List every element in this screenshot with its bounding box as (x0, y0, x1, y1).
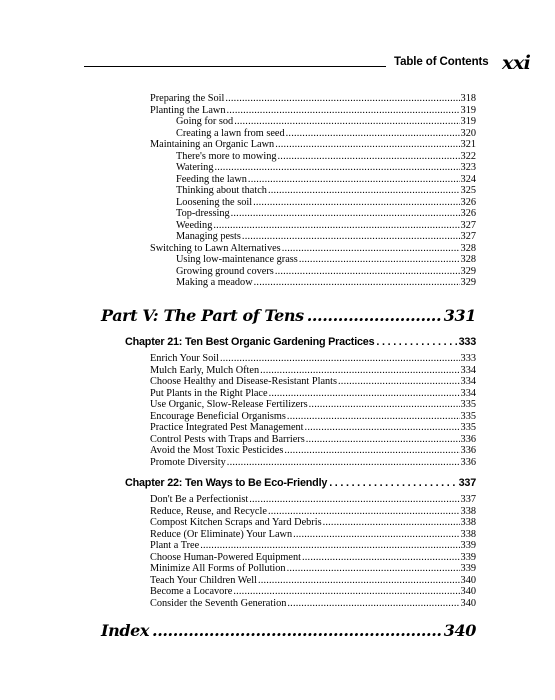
toc-entry-title: Maintaining an Organic Lawn (150, 139, 275, 150)
toc-entry-title: Watering (176, 162, 214, 173)
toc-entry-page: 326 (460, 208, 476, 219)
toc-entry[interactable] (176, 231, 476, 243)
toc-entry-page: 334 (460, 376, 476, 387)
toc-entry-title: Put Plants in the Right Place (150, 387, 268, 399)
toc-entry-title: Reduce, Reuse, and Recycle (150, 505, 267, 517)
dot-leader (248, 174, 460, 186)
toc-entry[interactable] (150, 445, 476, 457)
toc-entry-page: 329 (460, 265, 476, 277)
dot-leader (284, 445, 459, 457)
toc-entry-page: 335 (460, 399, 476, 410)
header-title: Table of Contents (394, 56, 489, 68)
toc-entry[interactable] (176, 266, 476, 278)
toc-entry-page: 329 (460, 277, 476, 288)
index-heading[interactable] (101, 621, 476, 643)
toc-entry[interactable] (150, 575, 476, 587)
toc-entry[interactable] (150, 388, 476, 400)
dot-leader (287, 598, 459, 610)
toc-entry[interactable] (176, 277, 476, 289)
dot-leader (323, 517, 460, 529)
toc-entry-title: Enrich Your Soil (150, 353, 219, 364)
dot-leader (200, 540, 459, 552)
dot-leader (293, 529, 459, 541)
dot-leader (227, 105, 460, 117)
toc-entry-page: 339 (460, 563, 476, 574)
chapter-title: Chapter 21: Ten Best Organic Gardening Practices (125, 336, 375, 348)
chapter-title: Chapter 22: Ten Ways to Be Eco-Friendly (125, 477, 328, 489)
toc-entry-page: 325 (460, 185, 476, 196)
toc-entry[interactable] (150, 139, 476, 151)
dot-leader (253, 197, 459, 209)
toc-entry-title: Avoid the Most Toxic Pesticides (150, 445, 284, 456)
toc-entry[interactable] (150, 552, 476, 564)
toc-entry-title: Choose Healthy and Disease-Resistant Plants (150, 376, 338, 387)
toc-entry-title: Preparing the Soil (150, 93, 225, 104)
toc-entry-page: 318 (460, 93, 476, 104)
toc-entry[interactable] (150, 353, 476, 365)
dot-leader (249, 494, 459, 506)
toc-entry-page: 327 (460, 231, 476, 242)
dot-leader (269, 388, 460, 400)
dot-leader (227, 457, 460, 469)
toc-entry-title: Encourage Beneficial Organisms (150, 410, 286, 422)
dot-leader (258, 575, 460, 587)
toc-entry-title: Control Pests with Traps and Barriers (150, 433, 305, 445)
toc-entry[interactable] (150, 105, 476, 117)
toc-entry[interactable] (150, 365, 476, 377)
dot-leader (286, 128, 460, 140)
dot-leader (213, 220, 459, 232)
toc-entry[interactable] (150, 457, 476, 469)
dot-leader (275, 139, 459, 151)
toc-entry-title: Growing ground covers (176, 265, 274, 277)
dot-leader (268, 185, 460, 197)
toc-entry-title: Using low-maintenance grass (176, 254, 298, 265)
toc-entry-page: 328 (460, 254, 476, 265)
toc-entry-page: 324 (460, 173, 476, 185)
toc-entry-page: 336 (460, 433, 476, 445)
dot-leader (242, 231, 460, 243)
toc-entry[interactable] (176, 185, 476, 197)
toc-entry[interactable] (150, 93, 476, 105)
toc-entry[interactable] (176, 128, 476, 140)
toc-entry-title: Use Organic, Slow-Release Fertilizers (150, 399, 308, 410)
toc-entry[interactable] (150, 494, 476, 506)
dot-leader (225, 93, 459, 105)
toc-entry-page: 335 (460, 410, 476, 422)
toc-entry-page: 328 (460, 242, 476, 254)
dot-leader (214, 162, 459, 174)
index-title: Index (101, 621, 150, 640)
toc-entry-title: Weeding (176, 219, 213, 231)
toc-entry-title: Planting the Lawn (150, 104, 226, 116)
toc-entry-page: 337 (460, 494, 476, 505)
toc-entry[interactable] (150, 399, 476, 411)
toc-entry-page: 326 (460, 196, 476, 208)
toc-entry-title: Practice Integrated Pest Management (150, 422, 304, 433)
toc-entry-title: Creating a lawn from seed (176, 127, 285, 139)
toc-entry[interactable] (176, 208, 476, 220)
toc-entry[interactable] (176, 197, 476, 209)
page-numeral: xxi (502, 52, 531, 74)
dot-leader (231, 208, 460, 220)
header-rule (84, 66, 386, 67)
toc-entry[interactable] (150, 376, 476, 388)
toc-entry-page: 321 (460, 139, 476, 150)
toc-entry[interactable] (176, 151, 476, 163)
toc-entry-page: 320 (460, 127, 476, 139)
dot-leader (282, 243, 460, 255)
toc-entry[interactable] (150, 411, 476, 423)
toc-entry-title: Teach Your Children Well (150, 574, 257, 586)
toc-entry-page: 340 (460, 574, 476, 586)
toc-entry-title: Managing pests (176, 231, 241, 242)
dot-leader (302, 552, 460, 564)
toc-entry[interactable] (176, 174, 476, 186)
toc-entry-page: 322 (460, 150, 476, 162)
toc-entry-page: 334 (460, 387, 476, 399)
toc-entry-page: 339 (460, 540, 476, 551)
toc-entry-page: 336 (460, 456, 476, 468)
toc-entry-page: 339 (460, 551, 476, 563)
dot-leader (329, 477, 456, 489)
chapter-page: 333 (458, 336, 476, 348)
toc-entry-page: 334 (460, 364, 476, 376)
dot-leader (275, 266, 460, 278)
dot-leader (254, 277, 460, 289)
toc-entry[interactable] (150, 422, 476, 434)
dot-leader (306, 434, 460, 446)
toc-entry-page: 338 (460, 505, 476, 517)
toc-entry-title: Plant a Tree (150, 540, 200, 551)
chapter-page: 337 (458, 477, 476, 489)
toc-entry[interactable] (176, 162, 476, 174)
toc-entry-title: Mulch Early, Mulch Often (150, 364, 260, 376)
toc-entry-title: Making a meadow (176, 277, 253, 288)
toc-entry-page: 333 (460, 353, 476, 364)
dot-leader (307, 306, 441, 325)
toc-entry-page: 327 (460, 219, 476, 231)
dot-leader (234, 116, 459, 128)
toc-entry[interactable] (150, 243, 476, 255)
toc-entry-title: Loosening the soil (176, 196, 253, 208)
running-header (84, 52, 531, 74)
chapter-heading[interactable] (125, 477, 476, 491)
part-heading[interactable] (101, 306, 476, 328)
dot-leader (278, 151, 460, 163)
part-title: Part V: The Part of Tens (101, 306, 304, 325)
toc-entry-title: There's more to mowing (176, 150, 277, 162)
toc-entry-page: 319 (460, 116, 476, 127)
toc-entry-title: Promote Diversity (150, 456, 226, 468)
dot-leader (376, 336, 456, 348)
dot-leader (338, 376, 460, 388)
toc-entry-title: Become a Locavore (150, 586, 233, 597)
toc-entry[interactable] (150, 563, 476, 575)
toc-entry-title: Thinking about thatch (176, 185, 267, 196)
toc-entry[interactable] (150, 529, 476, 541)
toc-entry[interactable] (150, 540, 476, 552)
toc-entry-page: 335 (460, 422, 476, 433)
toc-entry-title: Consider the Seventh Generation (150, 597, 287, 609)
dot-leader (233, 586, 459, 598)
dot-leader (287, 563, 460, 575)
toc-entry-page: 336 (460, 445, 476, 456)
dot-leader (305, 422, 460, 434)
toc-entry-page: 319 (460, 104, 476, 116)
toc-entry-title: Minimize All Forms of Pollution (150, 563, 286, 574)
toc-entry[interactable] (150, 517, 476, 529)
toc-entry-title: Compost Kitchen Scraps and Yard Debris (150, 517, 322, 528)
toc-entry-page: 323 (460, 162, 476, 173)
index-page: 340 (443, 621, 476, 640)
dot-leader (287, 411, 460, 423)
toc-entry[interactable] (176, 254, 476, 266)
dot-leader (299, 254, 460, 266)
toc-entry-page: 340 (460, 597, 476, 609)
toc-entry[interactable] (150, 506, 476, 518)
toc-entry[interactable] (176, 116, 476, 128)
toc-entry-title: Top-dressing (176, 208, 230, 219)
chapter-heading[interactable] (125, 336, 476, 350)
toc-entry-title: Feeding the lawn (176, 173, 247, 185)
toc-entry[interactable] (150, 586, 476, 598)
toc-entry[interactable] (176, 220, 476, 232)
dot-leader (220, 353, 460, 365)
toc-entry-page: 340 (460, 586, 476, 597)
toc-entry-page: 338 (460, 528, 476, 540)
dot-leader (260, 365, 459, 377)
toc-entry[interactable] (150, 434, 476, 446)
toc-entry-title: Don't Be a Perfectionist (150, 494, 249, 505)
toc-entry-title: Reduce (Or Eliminate) Your Lawn (150, 528, 293, 540)
toc-entry-page: 338 (460, 517, 476, 528)
dot-leader (309, 399, 460, 411)
dot-leader (268, 506, 460, 518)
toc-entry-title: Switching to Lawn Alternatives (150, 242, 281, 254)
toc-entry-title: Choose Human-Powered Equipment (150, 551, 301, 563)
part-page: 331 (443, 306, 476, 325)
toc-entry-title: Going for sod (176, 116, 234, 127)
dot-leader (152, 621, 441, 640)
toc-entry[interactable] (150, 598, 476, 610)
